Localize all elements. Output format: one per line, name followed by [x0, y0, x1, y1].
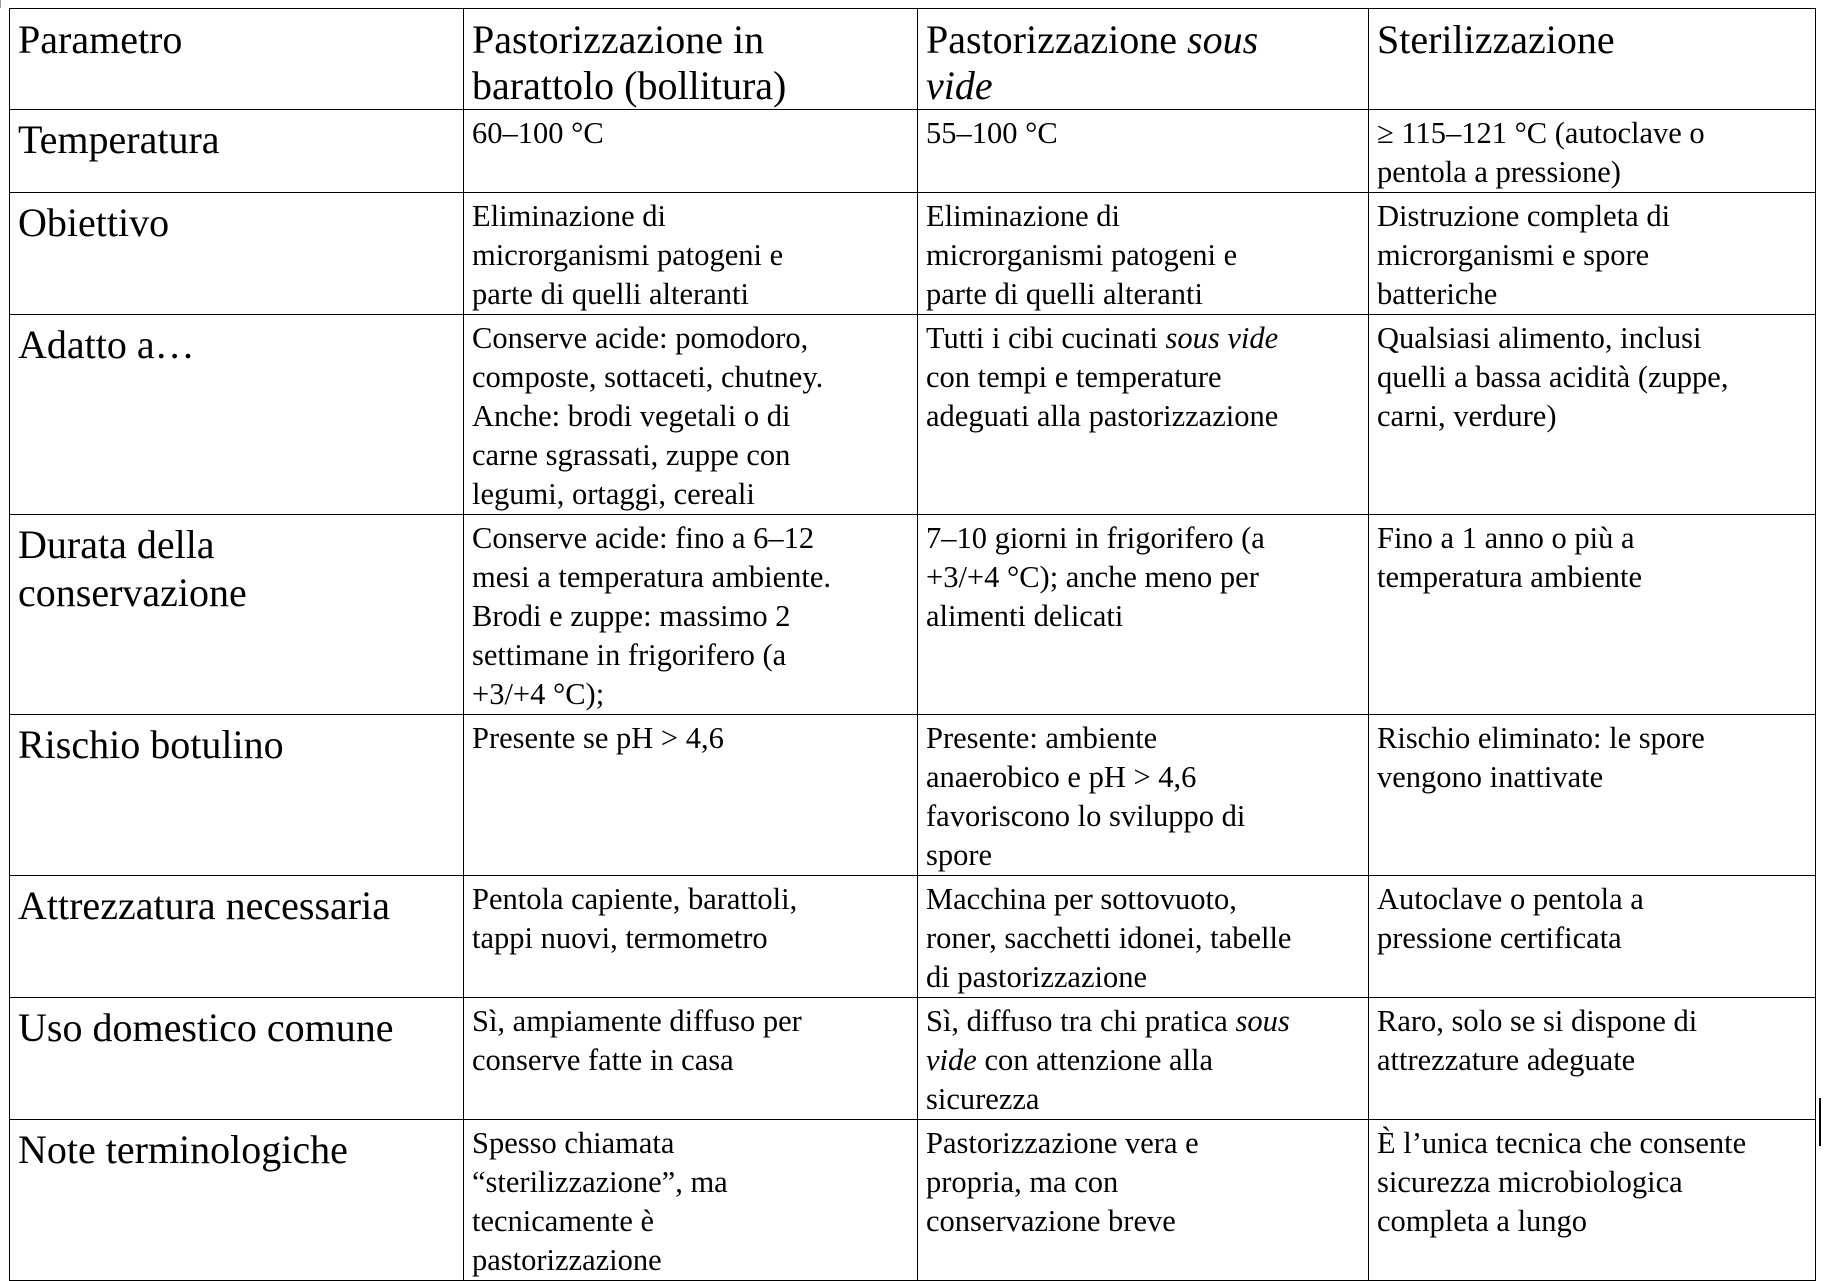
text-run: ≥ 115–121 °C (autoclave o [1377, 116, 1705, 150]
italic-text: sous vide [1165, 321, 1279, 355]
row-obiettivo [10, 193, 1816, 315]
cell-text-line [1377, 758, 1807, 797]
cell-text-line [926, 114, 1360, 153]
cell-barattolo [464, 876, 918, 998]
param-label-line: Adatto a… [18, 322, 195, 367]
cell-sterilizzazione [1369, 193, 1816, 315]
param-label-line: Temperatura [18, 117, 220, 162]
cell-text-line [472, 358, 909, 397]
cell-text-line [1377, 153, 1807, 192]
text-run: tecnicamente è [472, 1204, 655, 1238]
italic-text: sous [1235, 1004, 1290, 1038]
cell-sterilizzazione [1369, 715, 1816, 876]
cell-sterilizzazione [1369, 515, 1816, 715]
cell-barattolo [464, 315, 918, 515]
text-run: parte di quelli alteranti [926, 277, 1203, 311]
param-label [10, 193, 464, 315]
header-parametro [10, 9, 464, 110]
param-label [10, 876, 464, 998]
row-durata-conservazione [10, 515, 1816, 715]
text-run: Autoclave o pentola a [1377, 882, 1644, 916]
cell-text-line [926, 797, 1360, 836]
cell-text-line [926, 275, 1360, 314]
cell-text-line [472, 1202, 909, 1241]
header-pastorizzazione-sous-vide [918, 9, 1369, 110]
cell-text-line [1377, 114, 1807, 153]
text-run: Conserve acide: pomodoro, [472, 321, 809, 355]
cell-text-line [472, 558, 909, 597]
text-run: alimenti delicati [926, 599, 1124, 633]
text-run: microrganismi e spore [1377, 238, 1650, 272]
cell-text-line [926, 1202, 1360, 1241]
text-run: attrezzature adeguate [1377, 1043, 1636, 1077]
cell-text-line [1377, 197, 1807, 236]
cell-text-line [926, 63, 1360, 109]
text-run: 60–100 °C [472, 116, 604, 150]
text-run: Distruzione completa di [1377, 199, 1671, 233]
cell-sous-vide [918, 998, 1369, 1120]
text-run: pressione certificata [1377, 921, 1622, 955]
text-run: sicurezza microbiologica [1377, 1165, 1683, 1199]
text-run: Presente se pH > 4,6 [472, 721, 724, 755]
cell-text-line [926, 17, 1360, 63]
cell-text-line [472, 114, 909, 153]
table-body [10, 9, 1816, 1281]
text-run: adeguati alla pastorizzazione [926, 399, 1279, 433]
text-run: propria, ma con [926, 1165, 1119, 1199]
cell-text-line [926, 1080, 1360, 1119]
text-run: parte di quelli alteranti [472, 277, 749, 311]
cell-text-line [18, 17, 455, 63]
cell-sterilizzazione [1369, 998, 1816, 1120]
text-run: quelli a bassa acidità (zuppe, [1377, 360, 1729, 394]
cell-text-line [926, 358, 1360, 397]
row-rischio-botulino [10, 715, 1816, 876]
param-label-line: Rischio botulino [18, 722, 284, 767]
param-label [10, 715, 464, 876]
cell-text-line [472, 1163, 909, 1202]
cell-sterilizzazione [1369, 1120, 1816, 1281]
cell-text-line [472, 197, 909, 236]
param-label-line: Attrezzatura necessaria [18, 883, 390, 928]
cell-text-line [472, 275, 909, 314]
row-adatto-a [10, 315, 1816, 515]
text-run: vengono inattivate [1377, 760, 1604, 794]
cell-barattolo [464, 193, 918, 315]
text-run: Eliminazione di [472, 199, 666, 233]
text-run: microrganismi patogeni e [472, 238, 784, 272]
text-run: conserve fatte in casa [472, 1043, 734, 1077]
text-run: Pastorizzazione vera e [926, 1126, 1199, 1160]
cell-text-line [472, 397, 909, 436]
param-label-line: conservazione [18, 570, 247, 615]
text-run: carni, verdure) [1377, 399, 1557, 433]
param-label-line: Obiettivo [18, 200, 170, 245]
cell-text-line [472, 17, 909, 63]
cell-text-line [926, 397, 1360, 436]
text-run: con attenzione alla [976, 1043, 1214, 1077]
text-run: roner, sacchetti idonei, tabelle [926, 921, 1292, 955]
cell-text-line [1377, 1202, 1807, 1241]
text-run: sicurezza [926, 1082, 1040, 1116]
param-label [10, 1120, 464, 1281]
text-run: spore [926, 838, 993, 872]
text-run: Fino a 1 anno o più a [1377, 521, 1635, 555]
cell-text-line [1377, 319, 1807, 358]
cell-sterilizzazione [1369, 315, 1816, 515]
cell-text-line [472, 719, 909, 758]
param-label [10, 315, 464, 515]
text-run: Pastorizzazione in [472, 17, 765, 62]
text-run: “sterilizzazione”, ma [472, 1165, 728, 1199]
text-run: Anche: brodi vegetali o di [472, 399, 791, 433]
cell-text-line [1377, 1163, 1807, 1202]
text-run: 55–100 °C [926, 116, 1058, 150]
cell-barattolo [464, 515, 918, 715]
text-run: Presente: ambiente [926, 721, 1158, 755]
param-label [10, 110, 464, 193]
cell-text-line [926, 719, 1360, 758]
text-run: temperatura ambiente [1377, 560, 1643, 594]
row-temperatura [10, 110, 1816, 193]
cell-text-line [926, 519, 1360, 558]
text-run: Eliminazione di [926, 199, 1120, 233]
cell-barattolo [464, 998, 918, 1120]
italic-text: sous [1187, 17, 1259, 62]
text-run: Raro, solo se si dispone di [1377, 1004, 1698, 1038]
cell-text-line [472, 597, 909, 636]
cell-sous-vide [918, 876, 1369, 998]
text-run: Pastorizzazione [926, 17, 1187, 62]
text-run: +3/+4 °C); anche meno per [926, 560, 1259, 594]
cell-text-line [926, 558, 1360, 597]
param-label-line: Uso domestico comune [18, 1005, 394, 1050]
header-pastorizzazione-barattolo [464, 9, 918, 110]
cell-text-line [1377, 880, 1807, 919]
text-run: legumi, ortaggi, cereali [472, 477, 755, 511]
cell-text-line [472, 436, 909, 475]
text-run: Tutti i cibi cucinati [926, 321, 1166, 355]
text-run: composte, sottaceti, chutney. [472, 360, 824, 394]
row-uso-domestico [10, 998, 1816, 1120]
cell-text-line [926, 919, 1360, 958]
text-run: Conserve acide: fino a 6–12 [472, 521, 815, 555]
text-run: settimane in frigorifero (a [472, 638, 787, 672]
text-run: barattolo (bollitura) [472, 63, 787, 108]
cell-text-line [926, 1124, 1360, 1163]
cell-text-line [472, 475, 909, 514]
cell-barattolo [464, 1120, 918, 1281]
cell-barattolo [464, 110, 918, 193]
cell-text-line [472, 319, 909, 358]
cell-text-line [926, 1041, 1360, 1080]
text-run: pentola a pressione) [1377, 155, 1621, 189]
text-run: Rischio eliminato: le spore [1377, 721, 1705, 755]
cell-sous-vide [918, 515, 1369, 715]
text-run: Macchina per sottovuoto, [926, 882, 1237, 916]
text-run: Brodi e zuppe: massimo 2 [472, 599, 791, 633]
text-run: carne sgrassati, zuppe con [472, 438, 791, 472]
cell-text-line [1377, 275, 1807, 314]
cell-text-line [472, 1124, 909, 1163]
cell-text-line [472, 63, 909, 109]
cell-text-line [1377, 358, 1807, 397]
row-note-terminologiche [10, 1120, 1816, 1281]
cell-text-line [472, 1041, 909, 1080]
cell-text-line [926, 1002, 1360, 1041]
cell-text-line [472, 919, 909, 958]
cell-text-line [926, 597, 1360, 636]
text-run: +3/+4 °C); [472, 677, 605, 711]
cell-text-line [1377, 17, 1807, 63]
cell-text-line [1377, 1124, 1807, 1163]
text-run: completa a lungo [1377, 1204, 1588, 1238]
cell-sous-vide [918, 193, 1369, 315]
cell-text-line [926, 319, 1360, 358]
param-label [10, 998, 464, 1120]
cell-text-line [926, 880, 1360, 919]
cell-text-line [472, 519, 909, 558]
text-cursor-mark [1819, 1098, 1821, 1146]
param-label-line: Note terminologiche [18, 1127, 348, 1172]
cell-sous-vide [918, 1120, 1369, 1281]
cell-sterilizzazione [1369, 876, 1816, 998]
cell-sous-vide [918, 110, 1369, 193]
cell-sterilizzazione [1369, 110, 1816, 193]
cell-sous-vide [918, 315, 1369, 515]
cell-text-line [1377, 1002, 1807, 1041]
cell-text-line [926, 1163, 1360, 1202]
cell-text-line [926, 236, 1360, 275]
text-run: batteriche [1377, 277, 1498, 311]
cell-text-line [926, 958, 1360, 997]
text-run: 7–10 giorni in frigorifero (a [926, 521, 1265, 555]
text-run: favoriscono lo sviluppo di [926, 799, 1246, 833]
cell-text-line [472, 880, 909, 919]
text-run: Sterilizzazione [1377, 17, 1615, 62]
cell-sous-vide [918, 715, 1369, 876]
text-run: Spesso chiamata [472, 1126, 675, 1160]
cell-text-line [1377, 1041, 1807, 1080]
text-run: Sì, diffuso tra chi pratica [926, 1004, 1236, 1038]
cell-text-line [472, 1241, 909, 1280]
cell-text-line [1377, 397, 1807, 436]
cell-text-line [1377, 519, 1807, 558]
text-run: con tempi e temperature [926, 360, 1222, 394]
cell-text-line [926, 836, 1360, 875]
page-corner-mark [0, 0, 5, 8]
comparison-table [9, 8, 1816, 1281]
cell-text-line [1377, 236, 1807, 275]
text-run: Pentola capiente, barattoli, [472, 882, 798, 916]
text-run: di pastorizzazione [926, 960, 1148, 994]
cell-text-line [1377, 719, 1807, 758]
text-run: pastorizzazione [472, 1243, 662, 1277]
row-attrezzatura [10, 876, 1816, 998]
text-run: È l’unica tecnica che consente [1377, 1126, 1747, 1160]
text-run: Parametro [18, 17, 183, 62]
cell-barattolo [464, 715, 918, 876]
text-run: conservazione breve [926, 1204, 1176, 1238]
param-label [10, 515, 464, 715]
cell-text-line [472, 675, 909, 714]
text-run: anaerobico e pH > 4,6 [926, 760, 1197, 794]
italic-text: vide [926, 1043, 977, 1077]
text-run: microrganismi patogeni e [926, 238, 1238, 272]
text-run: Sì, ampiamente diffuso per [472, 1004, 802, 1038]
cell-text-line [926, 197, 1360, 236]
text-run: tappi nuovi, termometro [472, 921, 768, 955]
param-label-line: Durata della [18, 522, 215, 567]
header-sterilizzazione [1369, 9, 1816, 110]
cell-text-line [472, 236, 909, 275]
cell-text-line [1377, 558, 1807, 597]
header-row [10, 9, 1816, 110]
text-run: Qualsiasi alimento, inclusi [1377, 321, 1702, 355]
cell-text-line [1377, 919, 1807, 958]
cell-text-line [472, 1002, 909, 1041]
text-run: mesi a temperatura ambiente. [472, 560, 832, 594]
italic-text: vide [926, 63, 993, 108]
cell-text-line [926, 758, 1360, 797]
cell-text-line [472, 636, 909, 675]
